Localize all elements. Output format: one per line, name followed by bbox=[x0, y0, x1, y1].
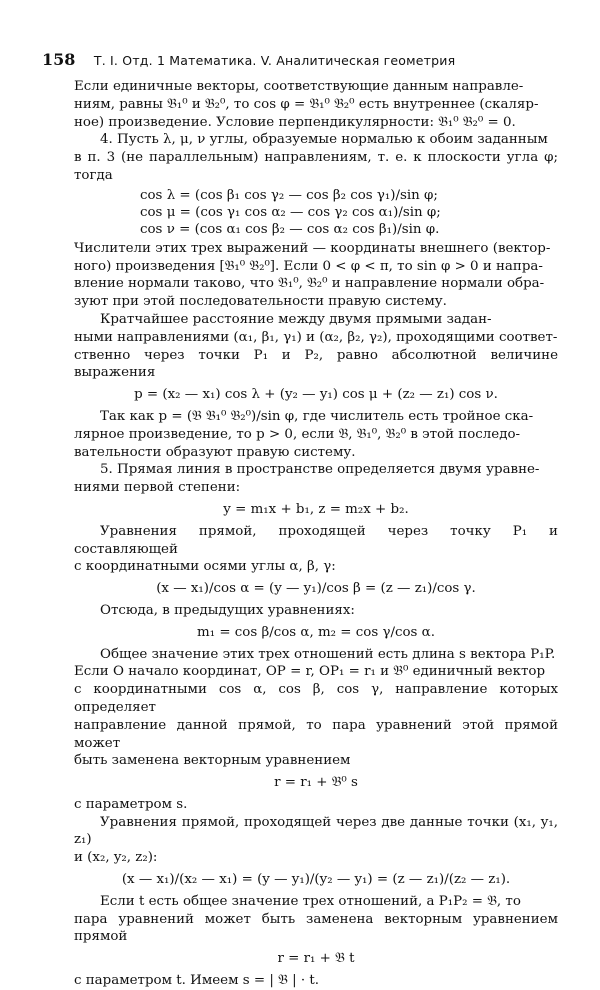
text-line: вление нормали таково, что 𝔅₁⁰, 𝔅₂⁰ и направление нормали обра- bbox=[74, 276, 545, 292]
text-line: ственно через точки P₁ и P₂, равно абсолютной величине выражения bbox=[74, 347, 558, 381]
text-line: лярное произведение, то p > 0, если 𝔅, 𝔅₁⁰, 𝔅₂⁰ в этой последо- bbox=[74, 426, 521, 442]
text-line: Уравнения прямой, проходящей через две данные точки (x₁, y₁, z₁) bbox=[74, 814, 558, 848]
paragraph-unit-vectors bbox=[74, 78, 558, 131]
text-line: с координатными cos α, cos β, cos γ, направление которых определяет bbox=[74, 682, 558, 715]
text-line: ниями первой степени: bbox=[74, 480, 241, 496]
paragraph-straight-line bbox=[74, 461, 558, 497]
text-line: ниям, равны 𝔅₁⁰ и 𝔅₂⁰, то cos φ = 𝔅₁⁰ 𝔅₂⁰ есть внутреннее (скаляр- bbox=[74, 96, 539, 112]
text-line: Если единичные векторы, соответствующие данным направле- bbox=[74, 79, 524, 94]
paragraph-two-points bbox=[74, 814, 558, 867]
paragraph-line-through-point bbox=[74, 523, 558, 576]
paragraph-hence bbox=[74, 602, 558, 620]
page-body bbox=[74, 78, 558, 990]
running-header bbox=[42, 50, 562, 69]
paragraph-vector-length bbox=[74, 646, 558, 771]
paragraph-triple-product bbox=[74, 408, 558, 461]
paragraph-normal-angles bbox=[74, 131, 558, 184]
text-line: в п. 3 (не параллельным) направлениям, т. е. к плоскости угла φ; тогда bbox=[74, 150, 558, 183]
text-line: быть заменена векторным уравнением bbox=[74, 753, 351, 769]
text-line: вательности образуют правую систему. bbox=[74, 444, 356, 460]
text-line: зуют при этой последовательности правую систему. bbox=[74, 294, 447, 310]
text-line: с координатными осями углы α, β, γ: bbox=[74, 559, 336, 575]
vector-equation-t: r = r₁ + 𝔅 t bbox=[277, 951, 355, 967]
page-number: 158 bbox=[42, 50, 76, 69]
paragraph-shortest-distance bbox=[74, 311, 558, 382]
equation-line: cos λ = (cos β₁ cos γ₂ — cos β₂ cos γ₁)/sin φ; bbox=[140, 187, 438, 203]
text-line: Числители этих трех выражений — координаты внешнего (вектор- bbox=[74, 240, 551, 256]
text-line: Отсюда, в предыдущих уравнениях: bbox=[100, 602, 355, 618]
text-line: ное) произведение. Условие перпендикулярности: 𝔅₁⁰ 𝔅₂⁰ = 0. bbox=[74, 114, 516, 130]
text-line: 5. Прямая линия в пространстве определяется двумя уравне- bbox=[100, 462, 540, 478]
text-line: 4. Пусть λ, μ, ν углы, образуемые нормалью к обоим заданным bbox=[100, 132, 548, 148]
equation-line: cos μ = (cos γ₁ cos α₂ — cos γ₂ cos α₁)/sin φ; bbox=[140, 204, 441, 220]
paragraph-conclusion bbox=[74, 972, 558, 990]
text-line: направление данной прямой, то пара уравнений этой прямой может bbox=[74, 717, 558, 751]
text-line: Кратчайшее расстояние между двумя прямыми задан- bbox=[100, 311, 492, 327]
text-line: ными направлениями (α₁, β₁, γ₁) и (α₂, β₂, γ₂), проходящими соответ- bbox=[74, 329, 558, 345]
text-line: с параметром t. Имеем s = | 𝔅 | · t. bbox=[74, 973, 319, 989]
text-line: и (x₂, y₂, z₂): bbox=[74, 850, 158, 866]
line-equations: y = m₁x + b₁, z = m₂x + b₂. bbox=[223, 501, 409, 517]
paragraph-parameter-s bbox=[74, 796, 558, 814]
text-line: с параметром s. bbox=[74, 796, 188, 812]
text-line: пара уравнений может быть заменена векторным уравнением прямой bbox=[74, 911, 558, 945]
paragraph-parameter-t bbox=[74, 893, 558, 946]
slope-equations: m₁ = cos β/cos α, m₂ = cos γ/cos α. bbox=[197, 624, 435, 640]
vector-equation-s: r = r₁ + 𝔅⁰ s bbox=[274, 775, 358, 791]
text-line: Если t есть общее значение трех отношений, а P₁P₂ = 𝔅, то bbox=[100, 893, 521, 909]
two-point-equation: (x — x₁)/(x₂ — x₁) = (y — y₁)/(y₂ — y₁) = (z — z₁)/(z₂ — z₁). bbox=[121, 872, 511, 888]
text-line: ного) произведения [𝔅₁⁰ 𝔅₂⁰]. Если 0 < φ < π, то sin φ > 0 и напра- bbox=[74, 258, 543, 274]
paragraph-vector-product bbox=[74, 240, 558, 311]
text-line: Если O начало координат, OP = r, OP₁ = r₁ и 𝔅⁰ единичный вектор bbox=[74, 664, 546, 680]
text-line: Так как p = (𝔅 𝔅₁⁰ 𝔅₂⁰)/sin φ, где числитель есть тройное ска- bbox=[100, 408, 534, 424]
distance-equation: p = (x₂ — x₁) cos λ + (y₂ — y₁) cos μ + (z₂ — z₁) cos ν. bbox=[134, 387, 498, 403]
text-line: Уравнения прямой, проходящей через точку P₁ и составляющей bbox=[74, 523, 558, 557]
running-title: Т. I. Отд. 1 Математика. V. Аналитическая геометрия bbox=[93, 53, 456, 68]
equation-line: cos ν = (cos α₁ cos β₂ — cos α₂ cos β₁)/sin φ. bbox=[140, 221, 440, 237]
text-line: Общее значение этих трех отношений есть длина s вектора P₁P. bbox=[100, 646, 556, 662]
normal-cosines-equations bbox=[140, 187, 558, 238]
direction-cosine-equation: (x — x₁)/cos α = (y — y₁)/cos β = (z — z₁)/cos γ. bbox=[156, 581, 476, 597]
